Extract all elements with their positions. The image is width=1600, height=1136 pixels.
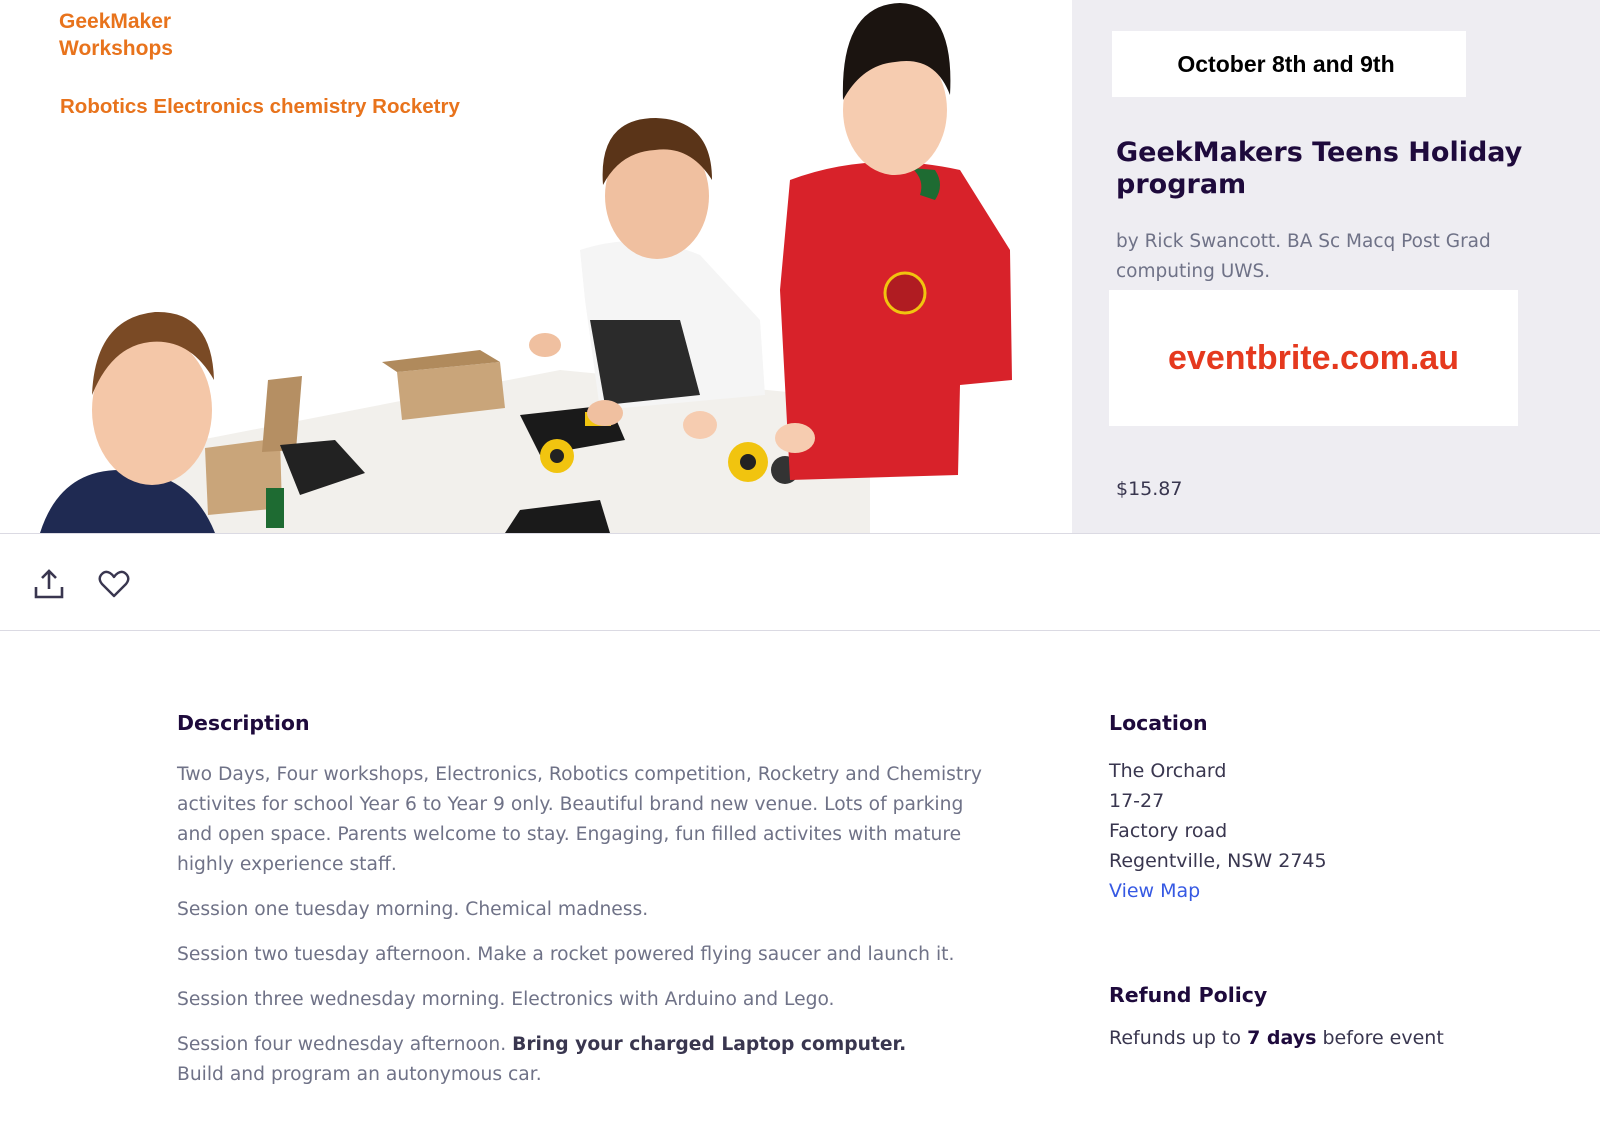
refund-days: 7 days [1247, 1027, 1317, 1049]
like-button[interactable] [94, 564, 134, 604]
domain-badge [1109, 290, 1518, 426]
promo-brand-line2: Workshops [59, 37, 173, 60]
share-button[interactable] [29, 564, 69, 604]
session-four-suffix: Build and program an autonymous car. [177, 1064, 542, 1085]
action-bar [0, 534, 1600, 631]
event-summary-panel [1072, 0, 1600, 533]
event-title: GeekMakers Teens Holiday program [1116, 137, 1523, 200]
event-hero [0, 0, 1600, 533]
city-line: Regentville, NSW 2745 [1109, 850, 1327, 872]
promo-brand-line1: GeekMaker [59, 10, 172, 33]
refund-policy-heading: Refund Policy [1109, 983, 1268, 1007]
description-paragraph: Session two tuesday afternoon. Make a rocket powered flying saucer and launch it. [177, 944, 955, 965]
promo-brand [59, 8, 173, 62]
refund-policy-text [1109, 1027, 1444, 1049]
date-badge [1112, 31, 1466, 97]
students-robotics-photo [0, 0, 1072, 533]
share-icon [32, 567, 66, 601]
session-four-bold: Bring your charged Laptop computer. [512, 1034, 907, 1055]
heart-icon [97, 567, 131, 601]
description-paragraph: Two Days, Four workshops, Electronics, Robotics competition, Rocketry and Chemistry activites for school Year 6 to Year 9 only. Beautiful brand new venue. Lots of parking and open space. Parents welcome to stay. Engaging, fun filled activites with mature highly experience staff. [177, 764, 982, 875]
event-hero-image [0, 0, 1072, 533]
street-name: Factory road [1109, 820, 1228, 842]
ticket-price: $15.87 [1116, 478, 1183, 500]
venue-name: The Orchard [1109, 760, 1227, 782]
view-map-link[interactable]: View Map [1109, 880, 1201, 902]
location-address [1109, 756, 1327, 906]
session-four-text: Session four wednesday afternoon. [177, 1034, 507, 1055]
location-heading: Location [1109, 711, 1208, 735]
refund-prefix: Refunds up to [1109, 1027, 1242, 1049]
description-paragraph-session-four [177, 1030, 997, 1090]
refund-suffix: before event [1322, 1027, 1444, 1049]
description-body [177, 760, 997, 1105]
description-heading: Description [177, 711, 310, 735]
street-number: 17-27 [1109, 790, 1165, 812]
date-badge-text: October 8th and 9th [1177, 50, 1395, 77]
organizer-name[interactable]: by Rick Swancott. BA Sc Macq Post Grad computing UWS. [1116, 231, 1491, 282]
description-paragraph: Session three wednesday morning. Electronics with Arduino and Lego. [177, 989, 835, 1010]
domain-text: eventbrite.com.au [1168, 338, 1459, 377]
promo-topics: Robotics Electronics chemistry Rocketry [60, 95, 460, 118]
description-paragraph: Session one tuesday morning. Chemical madness. [177, 899, 649, 920]
